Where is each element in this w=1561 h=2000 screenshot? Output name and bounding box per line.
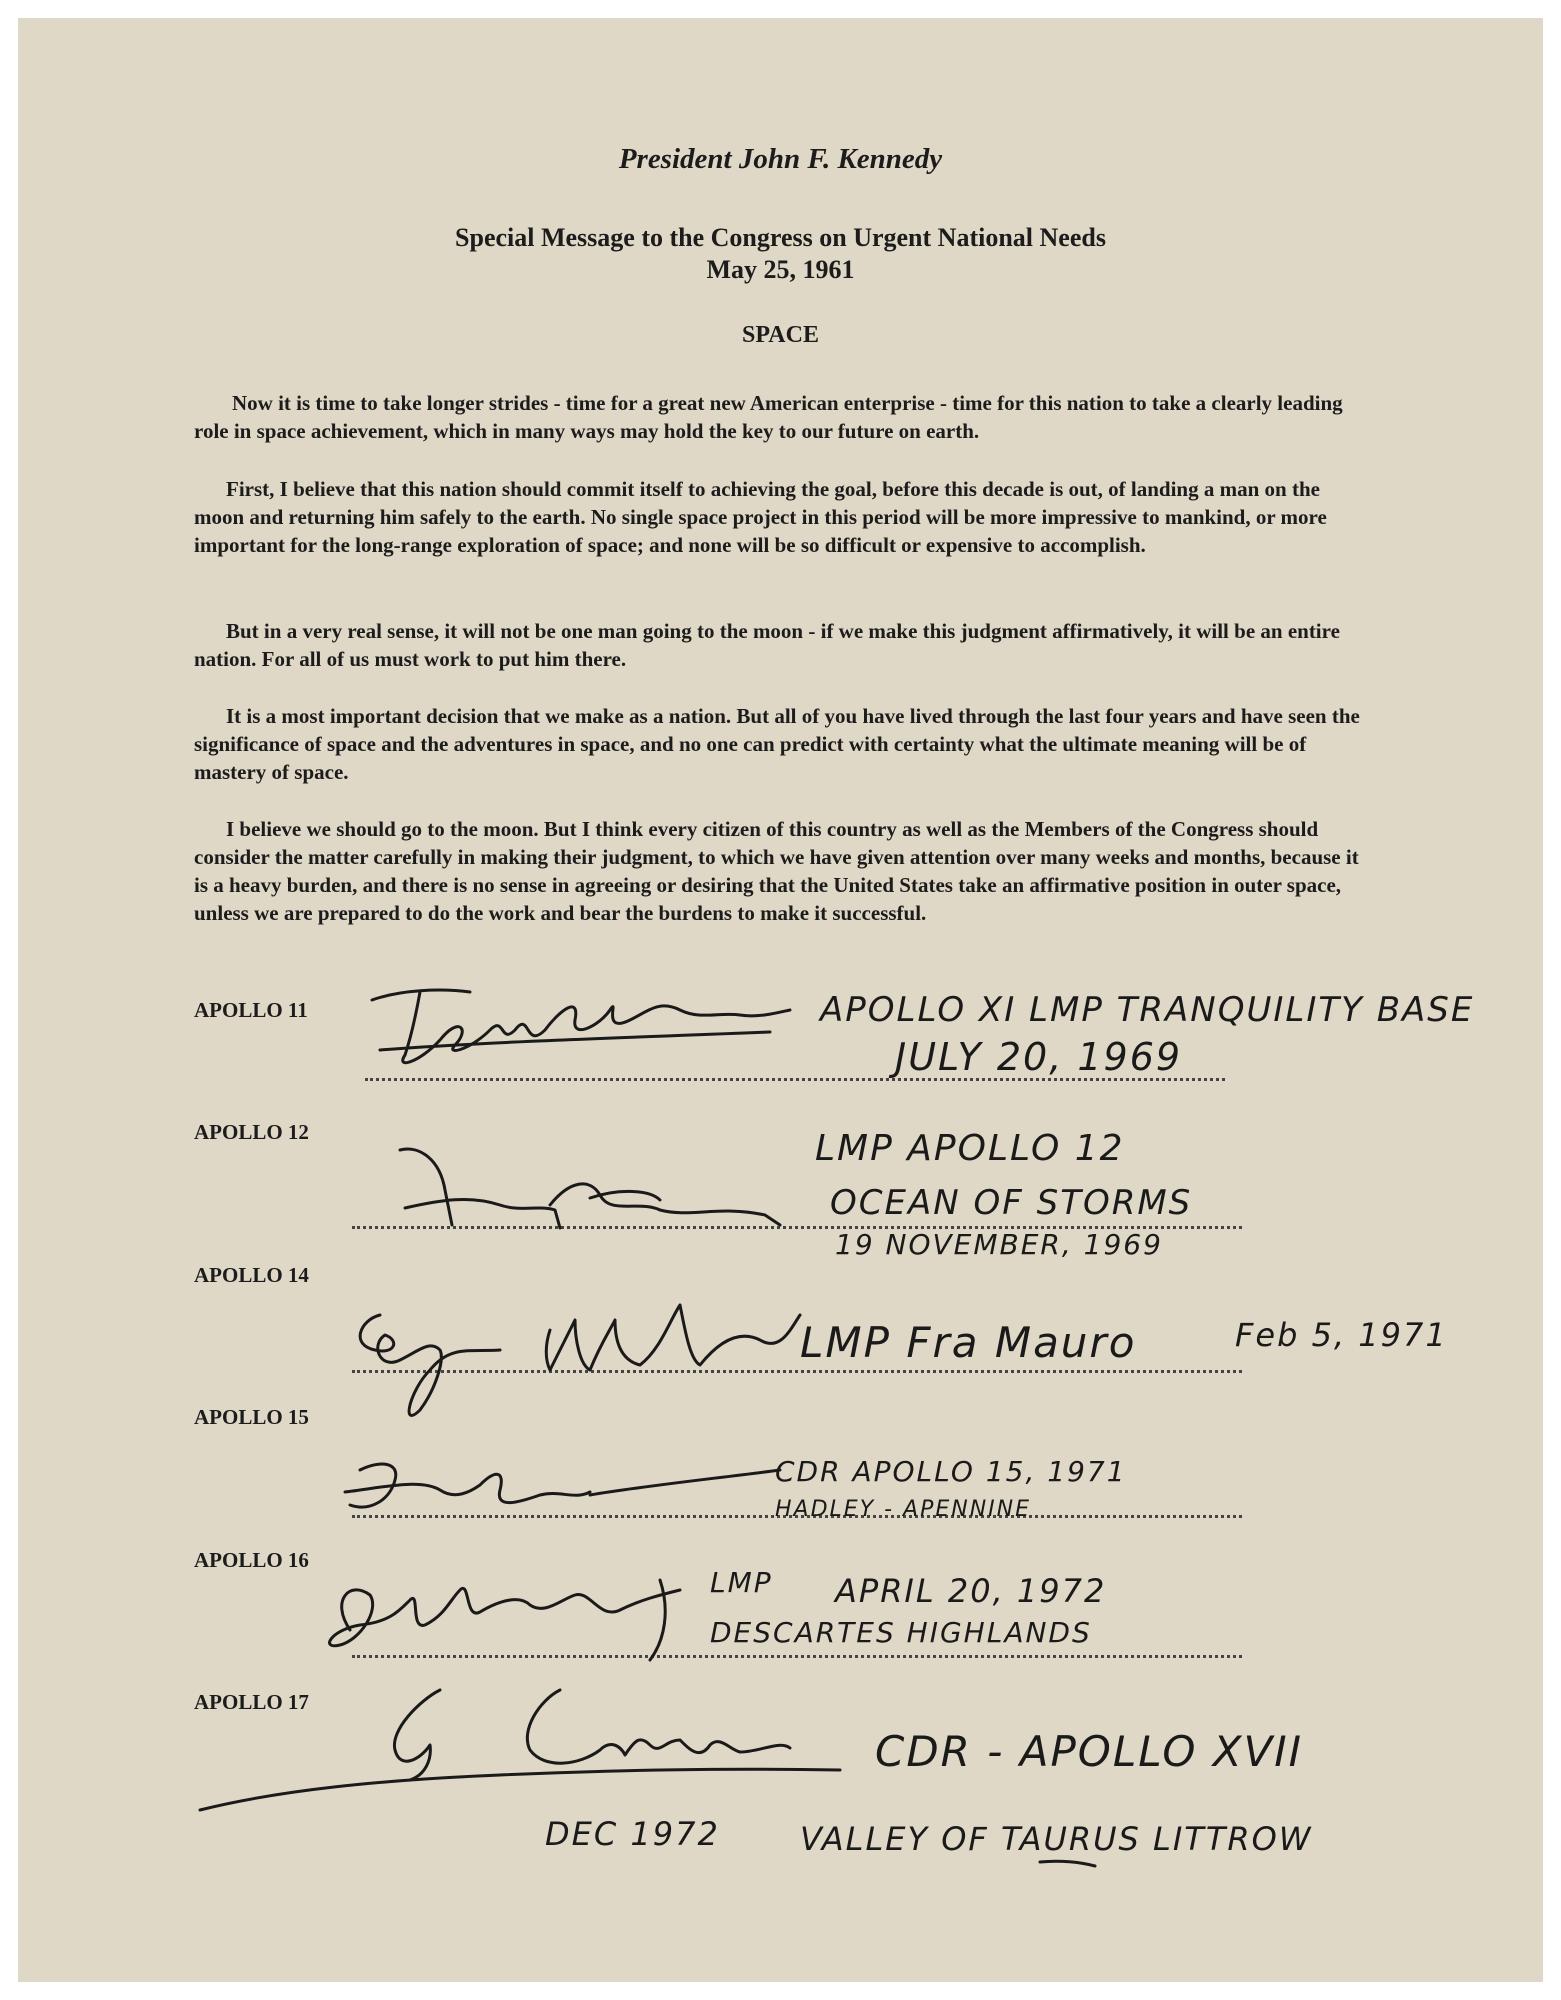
inscription-apollo-15-line-2: HADLEY - APENNINE [775, 1497, 1032, 1522]
signature-apollo-16 [330, 1580, 680, 1660]
signature-apollo-15 [345, 1464, 780, 1507]
signature-apollo-17-stroke [1040, 1861, 1095, 1866]
paragraph-1: Now it is time to take longer strides - time for a great new American enterprise - time for this nation to take a clearly leading role in space achievement, which in many ways may hold the key to our future on earth. [194, 391, 1343, 443]
paragraph-5: I believe we should go to the moon. But I think every citizen of this country as well as the Members of the Congress should consider the matter carefully in making their judgment, to which we have given attention over many weeks and months, because it is a heavy burden, and there is no sense in agreeing or desiring that the United States take an affirmative position in outer space, unless we are prepared to do the work and bear the burdens to make it successful. [194, 817, 1359, 925]
inscription-apollo-17-line-3: VALLEY OF TAURUS LITTROW [800, 1820, 1313, 1858]
inscription-apollo-11-line-2: JULY 20, 1969 [895, 1035, 1183, 1079]
signature-apollo-12-stroke [590, 1191, 660, 1200]
inscription-apollo-16-line-2: APRIL 20, 1972 [835, 1572, 1107, 1610]
signature-apollo-12-stroke [400, 1149, 780, 1228]
signature-apollo-14 [360, 1305, 800, 1415]
document-title: President John F. Kennedy [618, 143, 943, 175]
mission-label-apollo-15: APOLLO 15 [194, 1405, 309, 1429]
mission-label-apollo-12: APOLLO 12 [194, 1120, 309, 1144]
signature-apollo-14-stroke [360, 1315, 500, 1415]
signature-apollo-12 [400, 1149, 780, 1228]
inscription-apollo-12-line-2: OCEAN OF STORMS [830, 1183, 1193, 1223]
inscription-apollo-12-line-3: 19 NOVEMBER, 1969 [835, 1228, 1163, 1261]
signature-apollo-16-stroke [650, 1580, 665, 1660]
inscription-apollo-16-line-1: LMP [710, 1566, 773, 1599]
paragraph-4: It is a most important decision that we make as a nation. But all of you have lived through the last four years and have seen the significance of space and the adventures in space, and no one can predict with certainty what the ultimate meaning will be of mastery of space. [194, 704, 1360, 784]
inscription-apollo-14-line-1: LMP Fra Mauro [800, 1318, 1137, 1367]
signature-apollo-14-stroke [546, 1305, 800, 1370]
inscription-apollo-16-line-3: DESCARTES HIGHLANDS [710, 1616, 1092, 1649]
signature-apollo-11 [372, 990, 790, 1063]
inscription-apollo-17-line-2: DEC 1972 [545, 1815, 720, 1853]
mission-label-apollo-11: APOLLO 11 [194, 998, 308, 1022]
inscription-apollo-12-line-1: LMP APOLLO 12 [815, 1128, 1125, 1169]
subtitle-line-1: Special Message to the Congress on Urgent National Needs [455, 223, 1106, 252]
signature-apollo-17-stroke [200, 1769, 840, 1810]
signature-apollo-15-stroke [345, 1464, 590, 1507]
inscription-apollo-11-line-1: APOLLO XI LMP TRANQUILITY BASE [820, 990, 1475, 1030]
signature-apollo-17 [200, 1690, 1095, 1866]
signature-apollo-11-stroke [372, 990, 790, 1063]
subtitle-date: May 25, 1961 [706, 255, 855, 284]
mission-label-apollo-16: APOLLO 16 [194, 1548, 309, 1572]
inscription-apollo-14-line-2: Feb 5, 1971 [1235, 1316, 1448, 1354]
mission-label-apollo-17: APOLLO 17 [194, 1690, 309, 1714]
section-heading: SPACE [742, 322, 819, 348]
signature-apollo-16-stroke [330, 1588, 680, 1645]
inscription-apollo-17-line-1: CDR - APOLLO XVII [875, 1727, 1304, 1776]
signature-apollo-15-stroke [590, 1470, 780, 1495]
signature-apollo-17-stroke [394, 1690, 790, 1780]
mission-label-apollo-14: APOLLO 14 [194, 1263, 309, 1287]
paragraph-3: But in a very real sense, it will not be one man going to the moon - if we make this judgment affirmatively, it will be an entire nation. For all of us must work to put him there. [194, 619, 1340, 671]
paragraph-2: First, I believe that this nation should commit itself to achieving the goal, before this decade is out, of landing a man on the moon and returning him safely to the earth. No single space project in this period will be more impressive to mankind, or more important for the long-range exploration of space; and none will be so difficult or expensive to accomplish. [194, 477, 1327, 557]
inscription-apollo-15-line-1: CDR APOLLO 15, 1971 [775, 1455, 1127, 1488]
